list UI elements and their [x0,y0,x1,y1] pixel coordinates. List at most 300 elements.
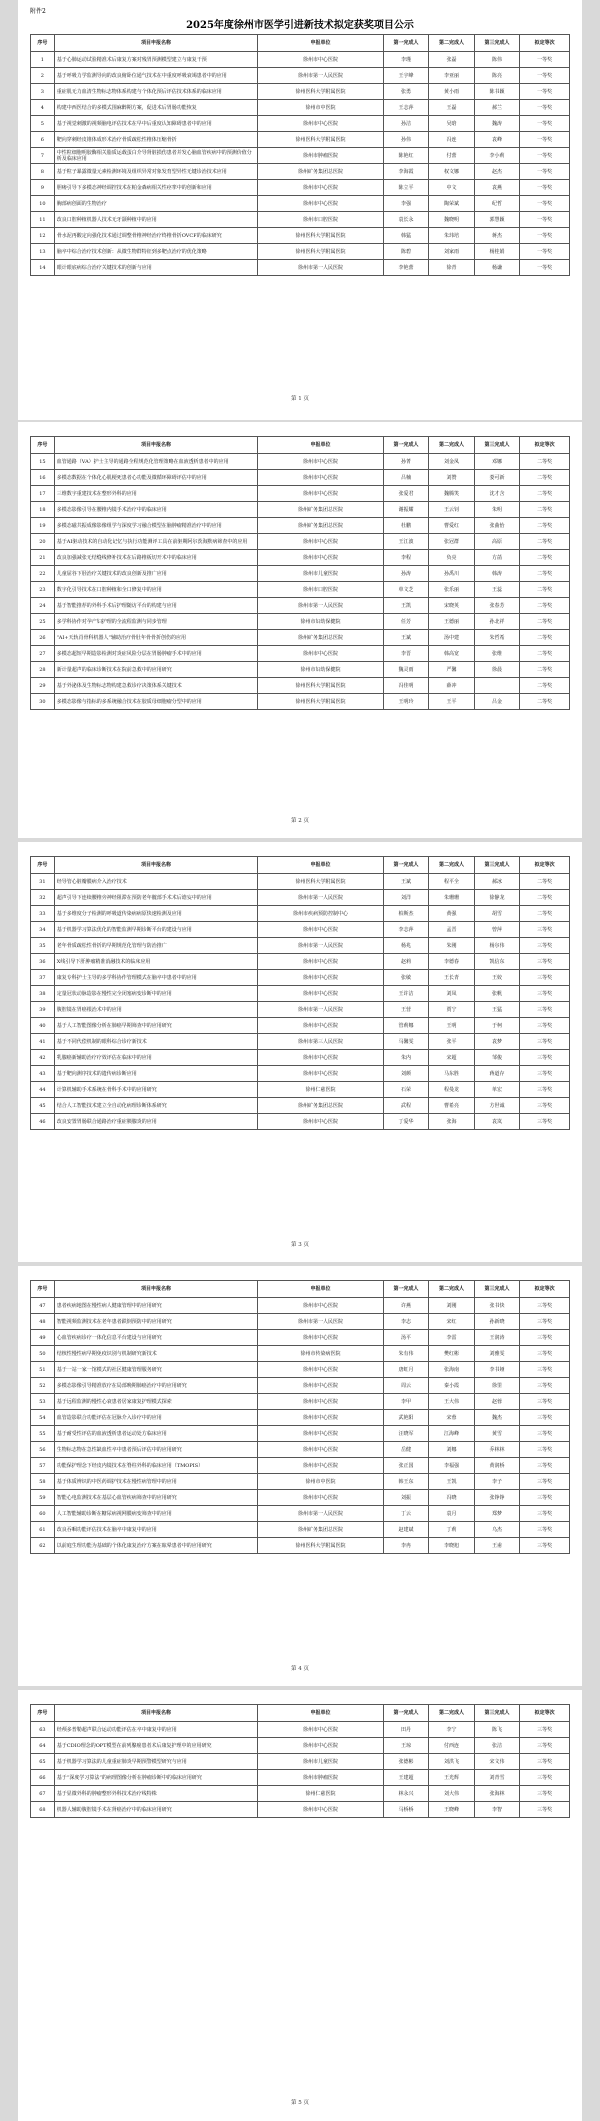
column-header-award-level: 拟定等次 [520,857,570,874]
row-number-cell: 36 [31,954,55,970]
second-contributor-cell: 丁莉 [429,1522,474,1538]
award-level-cell: 三等奖 [520,1722,570,1738]
first-contributor-cell: 武程 [383,1098,428,1114]
table-row [31,954,570,970]
first-contributor-cell: 武艳阳 [383,1410,428,1426]
row-number-cell: 64 [31,1738,55,1754]
applicant-unit-cell: 徐州市中心医院 [258,1330,384,1346]
row-number-cell: 56 [31,1442,55,1458]
first-contributor-cell: 王明玲 [383,694,428,710]
award-level-cell: 三等奖 [520,1082,570,1098]
third-contributor-cell: 王蕊 [474,582,519,598]
first-contributor-cell: 陈艳红 [383,148,428,164]
applicant-unit-cell: 徐州矿务集团总医院 [258,502,384,518]
row-number-cell: 43 [31,1066,55,1082]
project-name-cell: 基于呼吸力学监测导向的改良俯卧位通气技术在中重度呼吸衰竭患者中的应用 [54,68,257,84]
second-contributor-cell: 冯连 [429,132,474,148]
project-name-cell: 靶向穿刺经皮锥体成形术治疗骨质疏松性椎体压缩骨折 [54,132,257,148]
table-row [31,1802,570,1818]
first-contributor-cell: 张勇 [383,84,428,100]
column-header-third-contributor: 第三完成人 [474,437,519,454]
applicant-unit-cell: 徐州市中心医院 [258,1018,384,1034]
row-number-cell: 22 [31,566,55,582]
table-row [31,470,570,486]
applicant-unit-cell: 徐州市第一人民医院 [258,260,384,276]
award-level-cell: 三等奖 [520,1802,570,1818]
applicant-unit-cell: 徐州市中心医院 [258,1066,384,1082]
third-contributor-cell: 吕金 [474,694,519,710]
table-row [31,1506,570,1522]
table-row [31,598,570,614]
second-contributor-cell: 刘赞 [429,470,474,486]
third-contributor-cell: 张曲怡 [474,518,519,534]
third-contributor-cell: 王猛 [474,1002,519,1018]
third-contributor-cell: 王姣 [474,970,519,986]
project-name-cell: 多模态影像引导在腰椎内镜手术治疗中的临床应用 [54,502,257,518]
row-number-cell: 47 [31,1298,55,1314]
second-contributor-cell: 薛冲 [429,678,474,694]
second-contributor-cell: 刘金凤 [429,454,474,470]
applicant-unit-cell: 徐州市第一人民医院 [258,68,384,84]
column-header-first-contributor: 第一完成人 [383,1705,428,1722]
project-name-cell: 构建中西医结合的多模式围麻醉期方案，促进术后胃肠功能恢复 [54,100,257,116]
applicant-unit-cell: 徐州市中心医院 [258,1050,384,1066]
first-contributor-cell: 孙菁 [383,454,428,470]
second-contributor-cell: 张磊 [429,52,474,68]
first-contributor-cell: 柏斯杰 [383,906,428,922]
second-contributor-cell: 朱刚 [429,938,474,954]
row-number-cell: 39 [31,1002,55,1018]
third-contributor-cell: 凯信东 [474,954,519,970]
project-name-cell: 多模态超短早期造影检测对炎症风险分层在胃肠肿瘤手术中的应用 [54,646,257,662]
second-contributor-cell: 刘洪飞 [429,1754,474,1770]
second-contributor-cell: 李晓旭 [429,1538,474,1554]
third-contributor-cell: 孙新晓 [474,1314,519,1330]
row-number-cell: 10 [31,196,55,212]
third-contributor-cell: 方菡 [474,550,519,566]
first-contributor-cell: 赵建斌 [383,1522,428,1538]
award-level-cell: 二等奖 [520,566,570,582]
first-contributor-cell: 孙伟 [383,132,428,148]
first-contributor-cell: 王宇峰 [383,68,428,84]
column-header-first-contributor: 第一完成人 [383,437,428,454]
column-header-project-name: 项目申报名称 [54,437,257,454]
second-contributor-cell: 王明 [429,1018,474,1034]
table-row [31,922,570,938]
award-level-cell: 二等奖 [520,630,570,646]
first-contributor-cell: 丁云 [383,1506,428,1522]
award-level-cell: 三等奖 [520,970,570,986]
second-contributor-cell: 徐青 [429,260,474,276]
column-header-project-name: 项目申报名称 [54,1705,257,1722]
second-contributor-cell: 付西连 [429,1738,474,1754]
row-number-cell: 34 [31,922,55,938]
applicant-unit-cell: 徐州市中心医院 [258,180,384,196]
row-number-cell: 66 [31,1770,55,1786]
table-header-row [31,35,570,52]
applicant-unit-cell: 徐州医科大学附属医院 [258,874,384,890]
table-row [31,1410,570,1426]
row-number-cell: 16 [31,470,55,486]
table-row [31,1786,570,1802]
award-level-cell: 三等奖 [520,1770,570,1786]
first-contributor-cell: 王江波 [383,534,428,550]
first-contributor-cell: 杜鹏 [383,518,428,534]
row-number-cell: 60 [31,1506,55,1522]
table-row [31,906,570,922]
project-name-cell: 人工智能辅助诊断在糖尿病视网膜病变筛查中的应用 [54,1506,257,1522]
row-number-cell: 50 [31,1346,55,1362]
first-contributor-cell: 吕楠 [383,470,428,486]
second-contributor-cell: 严馨 [429,662,474,678]
project-name-cell: “AI+天轨肖骨科机器人”辅助治疗骨肚年骨骨折创伤的应用 [54,630,257,646]
table-header-row [31,437,570,454]
project-name-cell: 基于一站一家一馆模式的社区健康管理服务研究 [54,1362,257,1378]
table-row [31,502,570,518]
award-level-cell: 三等奖 [520,938,570,954]
column-header-project-name: 项目申报名称 [54,1281,257,1298]
table-row [31,1362,570,1378]
row-number-cell: 27 [31,646,55,662]
applicant-unit-cell: 徐州市中心医院 [258,986,384,1002]
applicant-unit-cell: 徐州市中心医院 [258,534,384,550]
first-contributor-cell: 许燕 [383,1298,428,1314]
project-name-cell: 基于机器学习算法的儿童重症肺炎早期预警模型研究与应用 [54,1754,257,1770]
row-number-cell: 54 [31,1410,55,1426]
page-number: 第 4 页 [291,1666,309,1672]
project-name-cell: 改良口腔种植机器人技术无牙颌种植中的应用 [54,212,257,228]
first-contributor-cell: 刘振 [383,1490,428,1506]
row-number-cell: 46 [31,1114,55,1130]
project-name-cell: 基于视觉刺激的视频脑电评估技术在早中后重度认知障碍患者中的应用 [54,116,257,132]
table-row [31,180,570,196]
row-number-cell: 17 [31,486,55,502]
award-level-cell: 三等奖 [520,1474,570,1490]
second-contributor-cell: 王晓峰 [429,1802,474,1818]
third-contributor-cell: 李智 [474,1802,519,1818]
applicant-unit-cell: 徐州市中心医院 [258,1378,384,1394]
column-header-first-contributor: 第一完成人 [383,35,428,52]
row-number-cell: 4 [31,100,55,116]
project-name-cell: 机器人辅助腹腔镜手术在肾癌治疗中的临床应用研究 [54,1802,257,1818]
first-contributor-cell: 魏灵雨 [383,662,428,678]
third-contributor-cell: 郝冰 [474,874,519,890]
table-header-row [31,857,570,874]
project-name-cell: 腹腔镜在胃癌根治术中的应用 [54,1002,257,1018]
project-name-cell: 功能保护理念下经皮内镜技术在脊柱外科的临床应用（TMOPIS） [54,1458,257,1474]
award-level-cell: 三等奖 [520,1378,570,1394]
third-contributor-cell: 乌杰 [474,1522,519,1538]
project-name-cell: 计算机辅助手术系统在骨科手术中的应用研究 [54,1082,257,1098]
project-name-cell: 康复专科护士主导的多学科协作管理模式在脑卒中患者中的应用 [54,970,257,986]
column-header-third-contributor: 第三完成人 [474,1705,519,1722]
third-contributor-cell: 邓娜 [474,454,519,470]
row-number-cell: 33 [31,906,55,922]
award-level-cell: 三等奖 [520,1442,570,1458]
column-header-applicant-unit: 申报单位 [258,1281,384,1298]
third-contributor-cell: 朱哲希 [474,630,519,646]
column-header-award-level: 拟定等次 [520,1281,570,1298]
project-name-cell: 结合人工智能技术建立全自动化病理诊断体系研究 [54,1098,257,1114]
applicant-unit-cell: 徐州矿务集团总医院 [258,164,384,180]
project-name-cell: 基于远程监测的慢性心衰患者居家康复护理模式探索 [54,1394,257,1410]
column-header-applicant-unit: 申报单位 [258,437,384,454]
table-row [31,84,570,100]
award-level-cell: 二等奖 [520,550,570,566]
award-level-cell: 三等奖 [520,1330,570,1346]
award-level-cell: 二等奖 [520,614,570,630]
award-table [30,856,570,1130]
first-contributor-cell: 王斌 [383,630,428,646]
second-contributor-cell: 冯晓 [429,1490,474,1506]
second-contributor-cell: 李德春 [429,954,474,970]
table-row [31,646,570,662]
third-contributor-cell: 赵蓉 [474,1394,519,1410]
first-contributor-cell: 李瑾 [383,52,428,68]
award-level-cell: 三等奖 [520,1034,570,1050]
row-number-cell: 41 [31,1034,55,1050]
table-row [31,1738,570,1754]
applicant-unit-cell: 徐州市中心医院 [258,954,384,970]
project-name-cell: 基于机器学习算法优化的智能监测早期诊断平台的建设与应用 [54,922,257,938]
third-contributor-cell: 杨谦 [474,260,519,276]
third-contributor-cell: 魏杰 [474,1410,519,1426]
applicant-unit-cell: 徐州市中心医院 [258,922,384,938]
award-level-cell: 一等奖 [520,164,570,180]
table-row [31,1050,570,1066]
table-row [31,1018,570,1034]
second-contributor-cell: 王光辉 [429,1770,474,1786]
third-contributor-cell: 刘青雪 [474,1770,519,1786]
third-contributor-cell: 单宏 [474,1082,519,1098]
project-name-cell: 胸部病创面的生物治疗 [54,196,257,212]
row-number-cell: 30 [31,694,55,710]
award-level-cell: 一等奖 [520,84,570,100]
first-contributor-cell: 李志 [383,1314,428,1330]
project-name-cell: 基于粒子暴露微量元素检测环境及组织异常对象发育型异性无键诊治技术应用 [54,164,257,180]
second-contributor-cell: 张乐丽 [429,582,474,598]
first-contributor-cell: 李程 [383,550,428,566]
column-header-second-contributor: 第二完成人 [429,857,474,874]
row-number-cell: 63 [31,1722,55,1738]
column-header-third-contributor: 第三完成人 [474,857,519,874]
project-name-cell: 基于“深度学习算法”的病理图像分析在肿瘤诊断中的临床应用研究 [54,1770,257,1786]
award-level-cell: 一等奖 [520,196,570,212]
row-number-cell: 29 [31,678,55,694]
award-level-cell: 二等奖 [520,662,570,678]
award-level-cell: 一等奖 [520,100,570,116]
award-level-cell: 一等奖 [520,244,570,260]
award-level-cell: 三等奖 [520,1410,570,1426]
project-name-cell: 改良加强减张无结缝线修补技术在后路椎板切开术中的临床应用 [54,550,257,566]
table-row [31,1066,570,1082]
row-number-cell: 38 [31,986,55,1002]
table-row [31,874,570,890]
award-level-cell: 三等奖 [520,1098,570,1114]
page-5 [18,1690,582,2121]
third-contributor-cell: 纪哲 [474,196,519,212]
column-header-third-contributor: 第三完成人 [474,1281,519,1298]
second-contributor-cell: 李亚丽 [429,68,474,84]
second-contributor-cell: 李宁 [429,1722,474,1738]
first-contributor-cell: 马桥桥 [383,1802,428,1818]
row-number-cell: 7 [31,148,55,164]
row-number-cell: 19 [31,518,55,534]
award-level-cell: 一等奖 [520,132,570,148]
table-row [31,260,570,276]
row-number-cell: 40 [31,1018,55,1034]
project-name-cell: 基于CDIO理念的OPT模型在前列腺癌患者术后康复护理中的应用研究 [54,1738,257,1754]
row-number-cell: 21 [31,550,55,566]
second-contributor-cell: 秦小霞 [429,1378,474,1394]
table-row [31,244,570,260]
second-contributor-cell: 王德丽 [429,614,474,630]
third-contributor-cell: 李书娅 [474,1362,519,1378]
row-number-cell: 44 [31,1082,55,1098]
project-name-cell: 眼计眼底病综合治疗关键技术的创新与应用 [54,260,257,276]
first-contributor-cell: 刘洋 [383,890,428,906]
award-level-cell: 三等奖 [520,1114,570,1130]
first-contributor-cell: 王许洁 [383,986,428,1002]
second-contributor-cell: 曹爱红 [429,518,474,534]
table-row [31,1474,570,1490]
applicant-unit-cell: 徐州市妇幼保健院 [258,614,384,630]
second-contributor-cell: 王磊 [429,100,474,116]
first-contributor-cell: 丁爱华 [383,1114,428,1130]
third-contributor-cell: 张维 [474,646,519,662]
row-number-cell: 65 [31,1754,55,1770]
column-header-first-contributor: 第一完成人 [383,1281,428,1298]
second-contributor-cell: 宋蓉 [429,1410,474,1426]
award-level-cell: 三等奖 [520,1394,570,1410]
column-header-third-contributor: 第三完成人 [474,35,519,52]
second-contributor-cell: 魏晓明 [429,212,474,228]
third-contributor-cell: 乔林林 [474,1442,519,1458]
table-row [31,100,570,116]
applicant-unit-cell: 徐州市中心医院 [258,1738,384,1754]
table-row [31,518,570,534]
project-name-cell: X线引导下肝肿瘤精准消融技术的临床应用 [54,954,257,970]
third-contributor-cell: 赵杰 [474,164,519,180]
table-row [31,1770,570,1786]
column-header-applicant-unit: 申报单位 [258,35,384,52]
award-level-cell: 二等奖 [520,470,570,486]
second-contributor-cell: 朱玮培 [429,228,474,244]
project-name-cell: 数字化引导技术在口腔种植和全口修复中的应用 [54,582,257,598]
project-name-cell: 胆瘘引导下多模态神经调控技术在帕金森病相关性痉挛中的创新和应用 [54,180,257,196]
table-row [31,1314,570,1330]
applicant-unit-cell: 徐州医科大学附属医院 [258,132,384,148]
project-name-cell: 多学科协作对孕产妇护理的全流程监测与同步管理 [54,614,257,630]
applicant-unit-cell: 徐州市疾病预防控制中心 [258,906,384,922]
third-contributor-cell: 李子 [474,1474,519,1490]
applicant-unit-cell: 徐州市传染病医院 [258,1346,384,1362]
row-number-cell: 9 [31,180,55,196]
applicant-unit-cell: 徐州矿务集团总医院 [258,1098,384,1114]
award-level-cell: 一等奖 [520,180,570,196]
column-header-award-level: 拟定等次 [520,1705,570,1722]
second-contributor-cell: 曹希亮 [429,1098,474,1114]
second-contributor-cell: 陶荣斌 [429,196,474,212]
row-number-cell: 37 [31,970,55,986]
applicant-unit-cell: 徐州矿务集团总医院 [258,518,384,534]
table-row [31,1378,570,1394]
applicant-unit-cell: 徐州市中心医院 [258,52,384,68]
award-level-cell: 三等奖 [520,1002,570,1018]
table-row [31,1754,570,1770]
project-name-cell: 多模态磁共振成像影像组学与深度学习融合模型在脑肿瘤精准治疗中的应用 [54,518,257,534]
project-name-cell: 结核性慢性病早期免疫识别与机制研究新技术 [54,1346,257,1362]
second-contributor-cell: 魏腾笑 [429,486,474,502]
applicant-unit-cell: 徐州医科大学附属医院 [258,678,384,694]
project-name-cell: 脑卒中综合治疗技术创新：从微生物群特征到多靶点治疗的优化策略 [54,244,257,260]
third-contributor-cell: 方世诚 [474,1098,519,1114]
applicant-unit-cell: 徐州市第一人民医院 [258,1314,384,1330]
applicant-unit-cell: 徐州市口腔医院 [258,582,384,598]
first-contributor-cell: 周云 [383,1378,428,1394]
row-number-cell: 14 [31,260,55,276]
row-number-cell: 18 [31,502,55,518]
page-number: 第 5 页 [291,2100,309,2106]
project-name-cell: 经颅多普勒超声联合运动功能评估在卒中康复中的应用 [54,1722,257,1738]
row-number-cell: 61 [31,1522,55,1538]
page-number: 第 2 页 [291,818,309,824]
project-name-cell: 基于外泌体及生物标志物构建急救诊疗决策体系关键技术 [54,678,257,694]
row-number-cell: 57 [31,1458,55,1474]
second-contributor-cell: 宋晓英 [429,598,474,614]
table-row [31,52,570,68]
third-contributor-cell: 宋文伟 [474,1754,519,1770]
third-contributor-cell: 魏涛 [474,116,519,132]
second-contributor-cell: 马东胜 [429,1066,474,1082]
award-level-cell: 三等奖 [520,1018,570,1034]
table-row [31,1298,570,1314]
award-level-cell: 二等奖 [520,874,570,890]
column-header-project-name: 项目申报名称 [54,857,257,874]
row-number-cell: 32 [31,890,55,906]
second-contributor-cell: 中文 [429,180,474,196]
second-contributor-cell: 吴晗 [429,116,474,132]
applicant-unit-cell: 徐州医科大学附属医院 [258,84,384,100]
table-row [31,550,570,566]
third-contributor-cell: 张春芳 [474,598,519,614]
first-contributor-cell: 单文芝 [383,582,428,598]
project-name-cell: 心血管疾病诊疗一体化信息平台建设与应用研究 [54,1330,257,1346]
applicant-unit-cell: 徐州市第一人民医院 [258,1506,384,1522]
first-contributor-cell: 王凯 [383,598,428,614]
second-contributor-cell: 李雷 [429,1330,474,1346]
first-contributor-cell: 管莉娜 [383,1018,428,1034]
table-row [31,164,570,180]
project-name-cell: 基于显微外科的肿瘤整形外科技术治疗线特株 [54,1786,257,1802]
second-contributor-cell: 朱珊珊 [429,890,474,906]
first-contributor-cell: 林永兴 [383,1786,428,1802]
applicant-unit-cell: 徐州医科大学附属医院 [258,694,384,710]
first-contributor-cell: 张正国 [383,1458,428,1474]
award-level-cell: 一等奖 [520,212,570,228]
applicant-unit-cell: 徐州市肿瘤医院 [258,1770,384,1786]
third-contributor-cell: 徐静龙 [474,890,519,906]
third-contributor-cell: 杨尔伟 [474,938,519,954]
applicant-unit-cell: 徐州市中心医院 [258,1458,384,1474]
second-contributor-cell: 刘家雨 [429,244,474,260]
project-name-cell: 新计量超声的临床诊断技术在院前急救中的应用研究 [54,662,257,678]
third-contributor-cell: 孙北祥 [474,614,519,630]
applicant-unit-cell: 徐州市妇幼保健院 [258,662,384,678]
table-row [31,986,570,1002]
award-level-cell: 三等奖 [520,1522,570,1538]
first-contributor-cell: 王志萍 [383,100,428,116]
